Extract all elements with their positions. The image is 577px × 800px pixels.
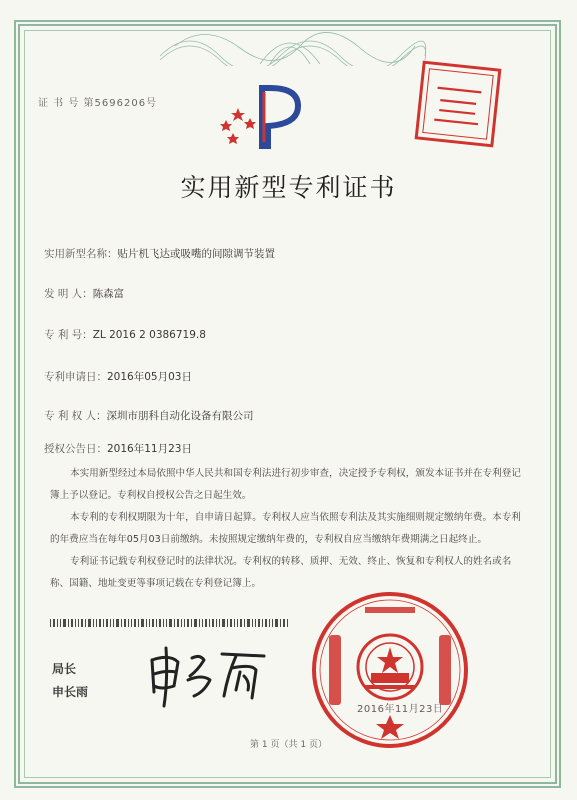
patentee-row [44,408,254,423]
paragraph-grant: 本实用新型经过本局依照中华人民共和国专利法进行初步审查，决定授予专利权，颁发本证书并在专利登记簿上予以登记。专利权自授权公告之日起生效。 [50,468,521,501]
grant-date-label: 授权公告日： [44,443,107,455]
patentee-value: 深圳市朋科自动化设备有限公司 [106,410,254,422]
patent-number-row [44,327,206,342]
paragraph-registry: 专利证书记载专利权登记时的法律状况。专利权的转移、质押、无效、终止、恢复和专利权人的姓名或名称、国籍、地址变更等事项记载在专利登记簿上。 [50,556,512,589]
inventor-row [44,286,124,301]
page-number: 第 1 页（共 1 页） [250,740,327,750]
application-date-value: 2016年05月03日 [107,371,192,383]
grant-date-value: 2016年11月23日 [107,443,192,455]
utility-name-label: 实用新型名称： [44,248,118,260]
director-title: 局长 [52,662,77,676]
patent-number-label: 专 利 号： [44,329,93,341]
ornament-top [150,26,430,66]
grant-date-row [44,441,192,456]
director-name: 申长雨 [52,685,89,699]
document-title: 实用新型专利证书 [180,173,397,202]
inventor-label: 发 明 人： [44,288,93,300]
application-date-label: 专利申请日： [44,371,107,383]
application-date-row [44,369,192,384]
barcode [50,619,288,627]
paragraph-term: 本专利的专利权期限为十年，自申请日起算。专利权人应当依照专利法及其实施细则规定缴纳年费。本专利的年费应当在每年05月03日前缴纳。未按照规定缴纳年费的，专利权自应当缴纳年费期满之日起终止。 [50,512,521,545]
patentee-label: 专 利 权 人： [44,410,107,422]
utility-name-value: 贴片机飞达或吸嘴的间隙调节装置 [117,248,275,260]
inventor-value: 陈森富 [92,288,125,300]
utility-name-row [44,246,275,261]
certificate-number: 证 书 号 第5696206号 [38,98,158,109]
national-ip-office-seal [305,585,475,755]
official-seal-small [410,56,506,152]
handwritten-signature [140,640,270,710]
patent-number-value: ZL 2016 2 0386719.8 [92,329,206,341]
patent-office-logo [218,78,310,150]
seal-date: 2016年11月23日 [357,704,444,715]
